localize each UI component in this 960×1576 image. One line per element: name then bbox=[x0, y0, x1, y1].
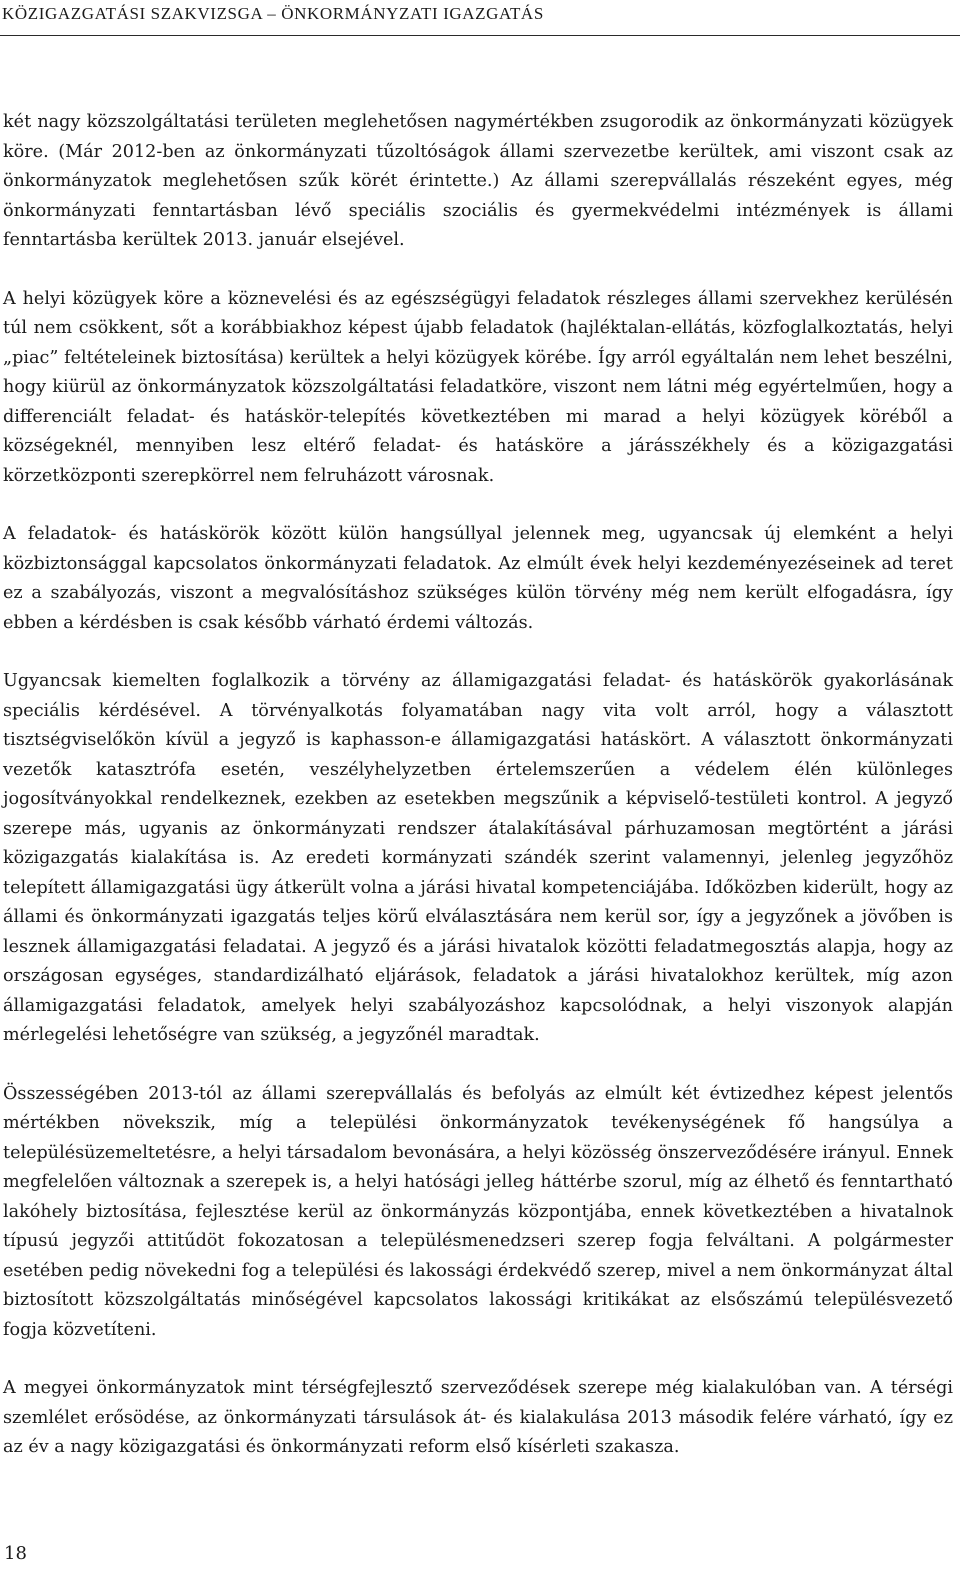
body-text bbox=[3, 108, 953, 1492]
paragraph: A megyei önkormányzatok mint térségfejlesztő szerveződések szerepe még kialakulóban van. A térségi szemlélet erősödése, az önkormányzati társulások át- és kialakulása 2013 második felére várható, így ez az év a nagy közigazgatási és önkormányzati reform első kísérleti szakasza. bbox=[3, 1378, 953, 1457]
paragraph: A helyi közügyek köre a köznevelési és az egészségügyi feladatok részleges állami szervekhez kerülésén túl nem csökkent, sőt a korábbiakhoz képest újabb feladatok (hajléktalan-ellátás, közfoglalkoztatás, helyi „piac” feltételeinek biztosítása) kerültek a helyi közügyek körébe. Így arról egyáltalán nem lehet beszélni, hogy kiürül az önkormányzatok közszolgáltatási feladatköre, viszont nem látni még egyértelműen, hogy a differenciált feladat- és hatáskör-telepítés következtében mi marad a helyi közügyek köréből a községeknél, mennyiben lesz eltérő feladat- és hatásköre a járásszékhely és a közigazgatási körzetközponti szerepkörrel nem felruházott városnak. bbox=[3, 288, 953, 486]
paragraph: A feladatok- és hatáskörök között külön hangsúllyal jelennek meg, ugyancsak új elemként a helyi közbiztonsággal kapcsolatos önkormányzati feladatok. Az elmúlt évek helyi kezdeményezéseinek ad teret ez a szabályozás, viszont a megvalósításhoz szükséges külön törvény még nem került elfogadásra, így ebben a kérdésben is csak később várható érdemi változás. bbox=[3, 524, 953, 633]
paragraph: Összességében 2013-tól az állami szerepvállalás és befolyás az elmúlt két évtizedhez képest jelentős mértékben növekszik, míg a települési önkormányzatok tevékenységének fő hangsúlya a településüzemeltetésre, a helyi társadalom bevonására, a helyi közösség önszerveződésére irányul. Ennek megfelelően változnak a szerepek is, a helyi hatósági jelleg háttérbe szorul, míg az élhető és fenntartható lakóhely biztosítása, fejlesztése kerül az önkormányzás központjába, ennek következtében a hivatalnok típusú jegyzői attitűdöt fokozatosan a településmenedzseri szerep fogja felváltani. A polgármester esetében pedig növekedni fog a települési és lakossági érdekvédő szerep, mivel a nem önkormányzat által biztosított közszolgáltatás minőségével kapcsolatos lakossági kritikákat az elsőszámú településvezető fogja közvetíteni. bbox=[3, 1083, 953, 1340]
paragraph: két nagy közszolgáltatási területen meglehetősen nagymértékben zsugorodik az önkormányzati közügyek köre. (Már 2012-ben az önkormányzati tűzoltóságok állami szervezetbe kerültek, ami viszont csak az önkormányzatok meglehetősen szűk körét érintette.) Az állami szerepvállalás részeként egyes, még önkormányzati fenntartásban lévő speciális szociális és gyermekvédelmi intézmények is állami fenntartásba kerültek 2013. január elsejével. bbox=[3, 112, 953, 250]
page-number: 18 bbox=[4, 1543, 27, 1564]
header-divider bbox=[0, 35, 960, 36]
running-header-title: KÖZIGAZGATÁSI SZAKVIZSGA – ÖNKORMÁNYZATI IGAZGATÁS bbox=[2, 4, 544, 23]
paragraph: Ugyancsak kiemelten foglalkozik a törvény az államigazgatási feladat- és hatáskörök gyakorlásának speciális kérdésével. A törvényalkotás folyamatában nagy vita volt arról, hogy a választott tisztségviselőkön kívül a jegyző is kaphasson-e államigazgatási hatáskört. A választott önkormányzati vezetők katasztrófa esetén, veszélyhelyzetben értelemszerűen a védelem élén különleges jogosítványokkal rendelkeznek, ezekben az esetekben megszűnik a képviselő-testületi kontrol. A jegyző szerepe más, ugyanis az önkormányzati rendszer átalakításával párhuzamosan megtörtént a járási közigazgatás kialakítása is. Az eredeti kormányzati szándék szerint valamennyi, jelenleg jegyzőhöz telepített államigazgatási ügy átkerült volna a járási hivatal kompetenciájába. Időközben kiderült, hogy az állami és önkormányzati igazgatás teljes körű elválasztására nem kerül sor, így a jegyzőnek a jövőben is lesznek államigazgatási feladatai. A jegyző és a járási hivatalok közötti feladatmegosztás alapja, hogy az országosan egységes, standardizálható eljárások, feladatok a járási hivatalokhoz kerültek, míg azon államigazgatási feladatok, amelyek helyi szabályozáshoz kapcsolódnak, a helyi viszonyok alapján mérlegelési lehetőségre van szükség, a jegyzőnél maradtak. bbox=[3, 671, 953, 1045]
